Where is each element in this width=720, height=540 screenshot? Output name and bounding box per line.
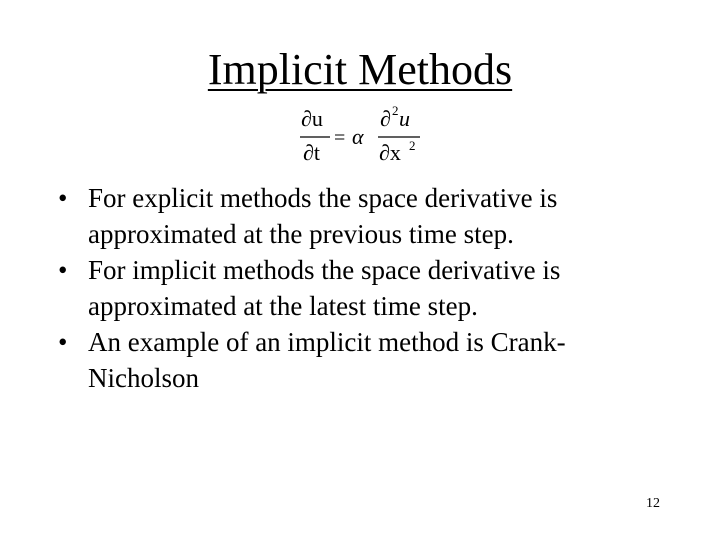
bullet-item bbox=[56, 252, 676, 324]
rhs-denominator: ∂x bbox=[379, 140, 401, 165]
bullet-dot: • bbox=[58, 183, 68, 213]
bullet-dot: • bbox=[58, 327, 68, 357]
bullet-item bbox=[56, 324, 676, 396]
rhs-numerator-exponent: 2 bbox=[392, 104, 399, 118]
bullet-text: For implicit methods the space derivative is approximated at the latest time step. bbox=[88, 255, 561, 321]
slide-title: Implicit Methods bbox=[207, 45, 513, 94]
alpha-coefficient: α bbox=[352, 124, 364, 149]
page-number: 12 bbox=[646, 496, 660, 511]
bullet-list bbox=[56, 180, 676, 396]
equals-sign: = bbox=[334, 127, 346, 149]
rhs-numerator-partial: ∂ bbox=[380, 106, 391, 131]
lhs-denominator: ∂t bbox=[303, 140, 320, 165]
rhs-numerator-variable: u bbox=[399, 106, 410, 131]
lhs-numerator: ∂u bbox=[301, 106, 323, 131]
bullet-dot: • bbox=[58, 255, 68, 285]
bullet-item bbox=[56, 180, 676, 252]
bullet-text: An example of an implicit method is Crank-Nicholson bbox=[88, 327, 566, 393]
heat-equation bbox=[296, 104, 426, 170]
rhs-denominator-exponent: 2 bbox=[409, 138, 416, 153]
bullet-text: For explicit methods the space derivative is approximated at the previous time step. bbox=[88, 183, 558, 249]
